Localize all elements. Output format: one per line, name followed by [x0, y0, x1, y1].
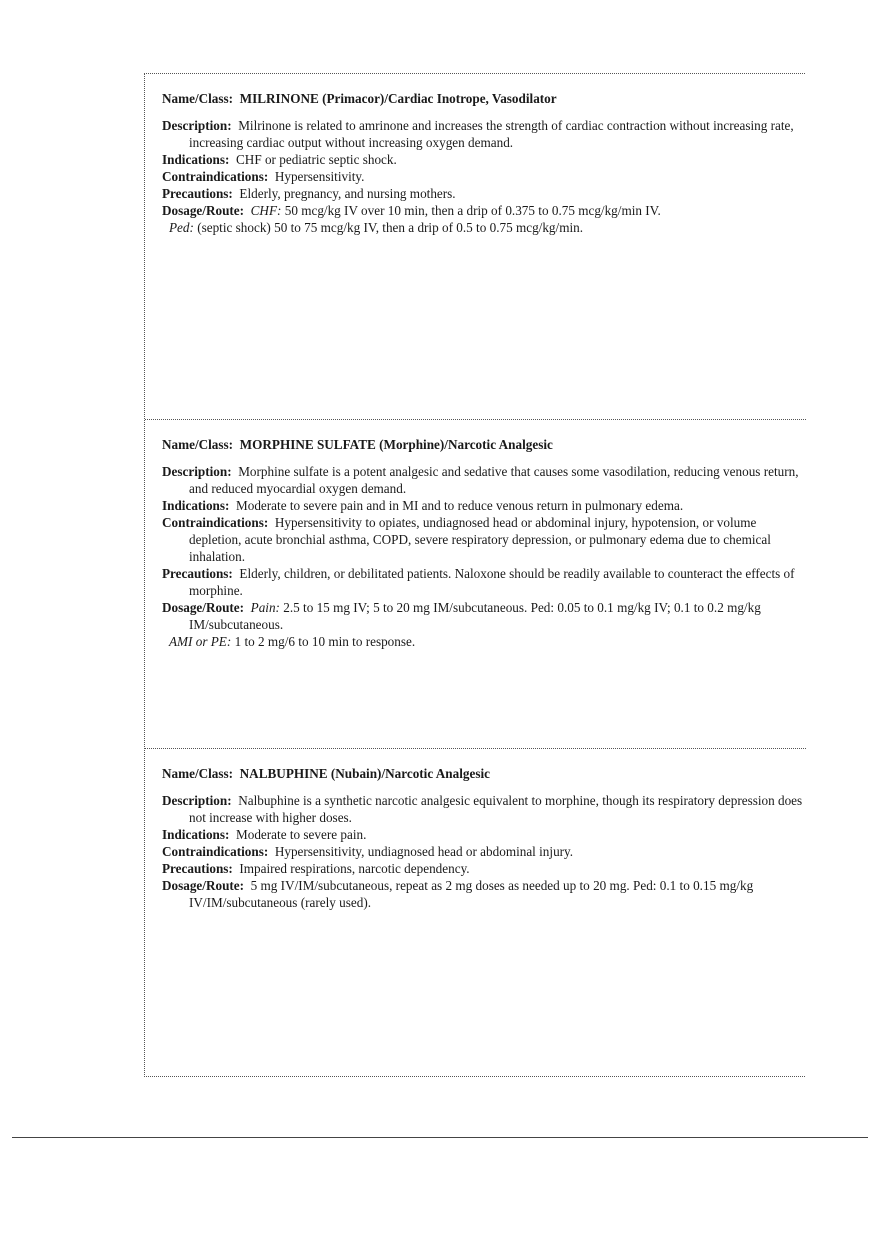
dosage-secondary-lead: Ped:	[169, 220, 194, 235]
dosage-secondary-lead: AMI or PE:	[169, 634, 232, 649]
indications-label: Indications:	[162, 827, 230, 842]
precautions-row	[162, 185, 806, 202]
precautions-label: Precautions:	[162, 566, 233, 581]
indications-row	[162, 497, 806, 514]
indications-text: Moderate to severe pain.	[236, 827, 367, 842]
description-label: Description:	[162, 464, 232, 479]
dosage-text: 50 mcg/kg IV over 10 min, then a drip of 0.375 to 0.75 mcg/kg/min IV.	[284, 203, 661, 218]
name-class-label: Name/Class:	[162, 91, 234, 106]
name-class-value: MORPHINE SULFATE (Morphine)/Narcotic Analgesic	[239, 437, 553, 452]
dosage-lead: Pain:	[250, 600, 280, 615]
dosage-label: Dosage/Route:	[162, 878, 245, 893]
dosage-secondary-text: 1 to 2 mg/6 to 10 min to response.	[234, 634, 416, 649]
dosage-row	[162, 599, 806, 633]
flashcard-sheet	[144, 73, 805, 1077]
dosage-text: 2.5 to 15 mg IV; 5 to 20 mg IM/subcutaneous. Ped: 0.05 to 0.1 mg/kg IV; 0.1 to 0.2 mg/kg IM/subcutaneous.	[189, 600, 761, 632]
description-text: Milrinone is related to amrinone and increases the strength of cardiac contraction without increasing rate, increasing cardiac output without increasing oxygen demand.	[189, 118, 794, 150]
contraindications-text: Hypersensitivity, undiagnosed head or abdominal injury.	[274, 844, 574, 859]
dosage-secondary-row	[162, 219, 806, 236]
description-text: Nalbuphine is a synthetic narcotic analgesic equivalent to morphine, though its respiratory depression does not increase with higher doses.	[189, 793, 803, 825]
precautions-text: Elderly, pregnancy, and nursing mothers.	[239, 186, 456, 201]
contraindications-label: Contraindications:	[162, 515, 269, 530]
dosage-label: Dosage/Route:	[162, 600, 245, 615]
description-text: Morphine sulfate is a potent analgesic and sedative that causes some vasodilation, reducing venous return, and reduced myocardial oxygen demand.	[189, 464, 799, 496]
contraindications-row	[162, 843, 806, 860]
drug-card-milrinone	[145, 74, 806, 419]
footer-rule	[12, 1137, 868, 1138]
contraindications-label: Contraindications:	[162, 169, 269, 184]
contraindications-row	[162, 514, 806, 565]
precautions-row	[162, 565, 806, 599]
description-label: Description:	[162, 793, 232, 808]
description-row	[162, 792, 806, 826]
contraindications-row	[162, 168, 806, 185]
indications-label: Indications:	[162, 498, 230, 513]
card-title	[162, 765, 806, 782]
precautions-row	[162, 860, 806, 877]
name-class-label: Name/Class:	[162, 766, 234, 781]
dosage-secondary-text: (septic shock) 50 to 75 mcg/kg IV, then a drip of 0.5 to 0.75 mcg/kg/min.	[197, 220, 584, 235]
dosage-text: 5 mg IV/IM/subcutaneous, repeat as 2 mg doses as needed up to 20 mg. Ped: 0.1 to 0.15 mg/kg IV/IM/subcutaneous (rarely used).	[189, 878, 754, 910]
indications-row	[162, 151, 806, 168]
card-title	[162, 90, 806, 107]
precautions-label: Precautions:	[162, 861, 233, 876]
drug-card-morphine	[145, 419, 806, 748]
name-class-value: NALBUPHINE (Nubain)/Narcotic Analgesic	[239, 766, 490, 781]
name-class-label: Name/Class:	[162, 437, 234, 452]
precautions-label: Precautions:	[162, 186, 233, 201]
contraindications-text: Hypersensitivity to opiates, undiagnosed head or abdominal injury, hypotension, or volume depletion, acute bronchial asthma, COPD, severe respiratory depression, or pulmonary edema due to chemical inhalation.	[189, 515, 771, 564]
indications-text: CHF or pediatric septic shock.	[236, 152, 397, 167]
indications-label: Indications:	[162, 152, 230, 167]
description-label: Description:	[162, 118, 232, 133]
precautions-text: Elderly, children, or debilitated patients. Naloxone should be readily available to counteract the effects of morphine.	[189, 566, 795, 598]
dosage-row	[162, 202, 806, 219]
description-row	[162, 463, 806, 497]
indications-row	[162, 826, 806, 843]
contraindications-label: Contraindications:	[162, 844, 269, 859]
dosage-lead: CHF:	[250, 203, 282, 218]
precautions-text: Impaired respirations, narcotic dependency.	[239, 861, 470, 876]
dosage-row	[162, 877, 806, 911]
name-class-value: MILRINONE (Primacor)/Cardiac Inotrope, Vasodilator	[239, 91, 557, 106]
contraindications-text: Hypersensitivity.	[274, 169, 365, 184]
indications-text: Moderate to severe pain and in MI and to reduce venous return in pulmonary edema.	[236, 498, 684, 513]
card-title	[162, 436, 806, 453]
dosage-label: Dosage/Route:	[162, 203, 245, 218]
drug-card-nalbuphine	[145, 748, 806, 1078]
description-row	[162, 117, 806, 151]
dosage-secondary-row	[162, 633, 806, 650]
